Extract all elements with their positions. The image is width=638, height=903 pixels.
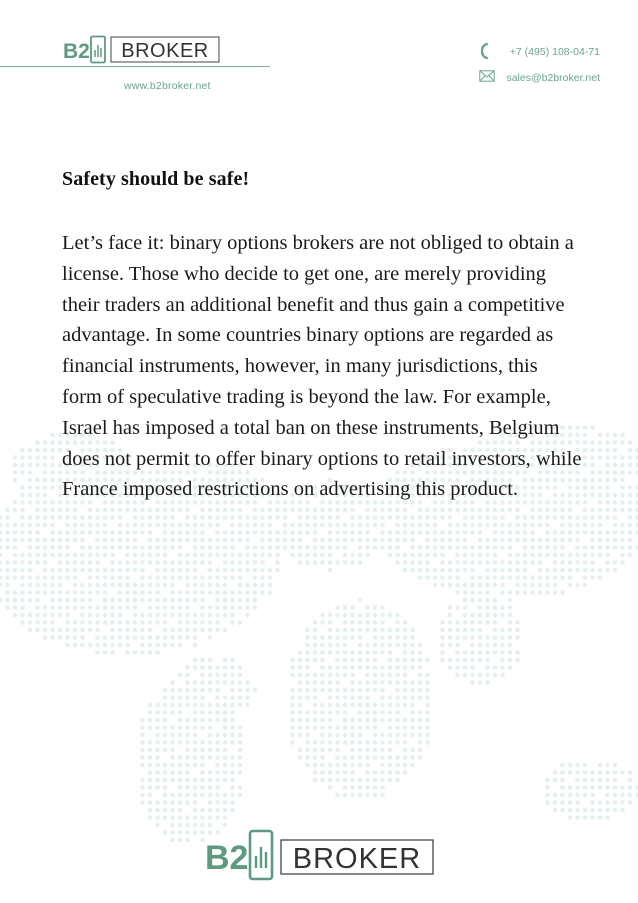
logo-broker-text: BROKER [121, 40, 209, 62]
b2broker-logo-footer [203, 828, 435, 883]
mail-icon [479, 70, 495, 82]
footer-tablet-chart-icon [250, 831, 272, 879]
email-address[interactable]: sales@b2broker.net [506, 72, 600, 84]
phone-number[interactable]: +7 (495) 108-04-71 [509, 46, 600, 58]
phone-icon [480, 43, 490, 59]
website-url[interactable]: www.b2broker.net [124, 80, 211, 92]
b2broker-logo-header [62, 35, 222, 65]
article-heading: Safety should be safe! [62, 168, 250, 190]
logo-b2-text: B2 [63, 40, 90, 63]
header-rule [0, 66, 270, 67]
footer-logo-broker-text: BROKER [292, 843, 422, 875]
footer-logo-b2-text: B2 [205, 839, 249, 877]
tablet-chart-icon [91, 37, 105, 63]
article-body: Let’s face it: binary options brokers are not obliged to obtain a license. Those who decide to get one, are merely providing their traders an additional benefit and thus gain a competitive advantage. In some countries binary options are regarded as financial instruments, however, in many jurisdictions, this form of speculative trading is beyond the law. For example, Israel has imposed a total ban on these instruments, Belgium does not permit to offer binary options to retail investors, while France imposed restrictions on advertising this product. [62, 232, 582, 501]
